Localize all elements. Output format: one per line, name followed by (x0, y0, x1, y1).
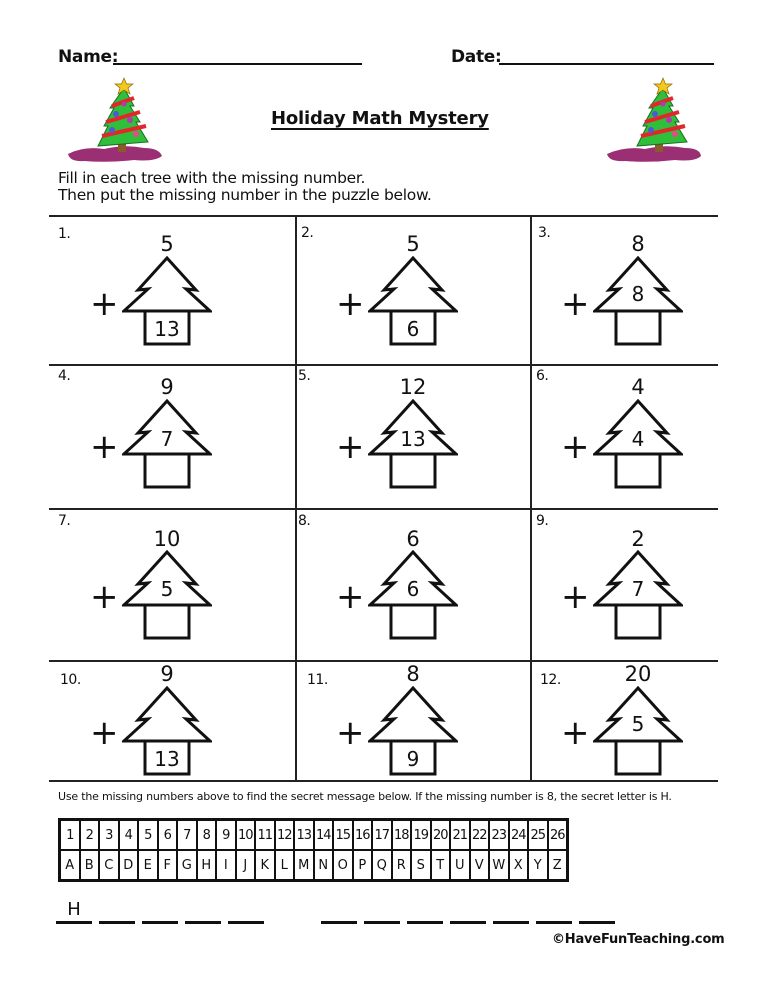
trunk-value[interactable]: 13 (154, 317, 180, 341)
cipher-number: 5 (138, 820, 158, 850)
grid-line (49, 364, 718, 366)
answer-blank[interactable] (579, 921, 615, 924)
trunk-value[interactable]: 6 (406, 317, 420, 341)
top-number: 10 (153, 527, 181, 551)
tree-value[interactable]: 7 (631, 577, 645, 601)
problem-number: 12. (540, 672, 561, 688)
grid-line (49, 660, 718, 662)
top-number: 12 (399, 375, 427, 399)
name-label: Name: (58, 47, 119, 67)
christmas-tree-clipart-right (605, 76, 705, 166)
plus-sign: + (561, 427, 590, 467)
problem-number: 5. (298, 368, 311, 384)
cipher-number: 26 (548, 820, 568, 850)
cipher-letter: I (216, 850, 236, 880)
page-title: Holiday Math Mystery (271, 108, 489, 129)
answer-blank[interactable] (536, 921, 572, 924)
cipher-letter: X (509, 850, 529, 880)
cipher-letter: P (353, 850, 373, 880)
cipher-number: 2 (80, 820, 100, 850)
problem-number: 8. (298, 513, 311, 529)
top-number: 9 (160, 662, 174, 686)
top-number: 8 (631, 232, 645, 256)
answer-blank[interactable] (493, 921, 529, 924)
cipher-letter: J (236, 850, 256, 880)
answer-blank[interactable] (364, 921, 400, 924)
answer-blank[interactable] (407, 921, 443, 924)
cipher-letter: Y (528, 850, 548, 880)
date-label: Date: (451, 47, 502, 67)
name-field[interactable] (113, 63, 362, 65)
problem-number: 1. (58, 226, 71, 242)
tree-value[interactable]: 5 (631, 712, 645, 736)
cipher-number: 13 (294, 820, 314, 850)
tree-value[interactable]: 4 (631, 427, 645, 451)
plus-sign: + (90, 284, 119, 324)
problem-number: 10. (60, 672, 81, 688)
cipher-number: 7 (177, 820, 197, 850)
cipher-number: 19 (411, 820, 431, 850)
answer-blank[interactable] (142, 921, 178, 924)
tree-value[interactable]: 5 (160, 577, 174, 601)
top-number: 2 (631, 527, 645, 551)
plus-sign: + (561, 577, 590, 617)
cipher-letter: C (99, 850, 119, 880)
christmas-tree-clipart-left (64, 76, 164, 166)
grid-line (49, 780, 718, 782)
problem-number: 3. (538, 225, 551, 241)
cipher-letter: V (470, 850, 490, 880)
cipher-number: 8 (197, 820, 217, 850)
cipher-letter: F (158, 850, 178, 880)
puzzle-instructions: Use the missing numbers above to find the secret message below. If the missing number is 8, the secret letter is H. (58, 790, 672, 803)
cipher-letter: U (450, 850, 470, 880)
plus-sign: + (336, 577, 365, 617)
cipher-number: 24 (509, 820, 529, 850)
trunk-value[interactable]: 9 (406, 747, 420, 771)
cipher-letter: R (392, 850, 412, 880)
cipher-letter: M (294, 850, 314, 880)
cipher-letter: L (275, 850, 295, 880)
plus-sign: + (336, 427, 365, 467)
cipher-letter: E (138, 850, 158, 880)
problem-number: 2. (301, 225, 314, 241)
grid-line (295, 215, 297, 781)
top-number: 4 (631, 375, 645, 399)
problem-number: 4. (58, 368, 71, 384)
tree-value[interactable]: 13 (400, 427, 426, 451)
secret-letter: H (67, 899, 81, 920)
plus-sign: + (561, 713, 590, 753)
top-number: 6 (406, 527, 420, 551)
cipher-number: 3 (99, 820, 119, 850)
top-number: 8 (406, 662, 420, 686)
answer-blank[interactable] (56, 921, 92, 924)
cipher-number: 4 (119, 820, 139, 850)
cipher-number: 14 (314, 820, 334, 850)
answer-blank[interactable] (321, 921, 357, 924)
problem-number: 9. (536, 513, 549, 529)
plus-sign: + (90, 713, 119, 753)
cipher-number: 1 (60, 820, 80, 850)
cipher-letter: W (489, 850, 509, 880)
cipher-number: 22 (470, 820, 490, 850)
cipher-number: 21 (450, 820, 470, 850)
answer-blank[interactable] (185, 921, 221, 924)
cipher-letter: O (333, 850, 353, 880)
cipher-letter: Z (548, 850, 568, 880)
instructions (58, 170, 432, 204)
top-number: 20 (624, 662, 652, 686)
copyright-text: ©HaveFunTeaching.com (552, 932, 725, 947)
instruction-line-1: Fill in each tree with the missing number. (58, 169, 366, 187)
cipher-number: 6 (158, 820, 178, 850)
cipher-letter: K (255, 850, 275, 880)
cipher-letter: H (197, 850, 217, 880)
cipher-number: 20 (431, 820, 451, 850)
cipher-table (58, 818, 569, 882)
cipher-number: 16 (353, 820, 373, 850)
problem-number: 6. (536, 368, 549, 384)
cipher-number: 11 (255, 820, 275, 850)
cipher-letter: D (119, 850, 139, 880)
cipher-number: 17 (372, 820, 392, 850)
cipher-letter: N (314, 850, 334, 880)
answer-blank[interactable] (99, 921, 135, 924)
cipher-number: 25 (528, 820, 548, 850)
top-number: 5 (406, 232, 420, 256)
plus-sign: + (90, 427, 119, 467)
cipher-number: 23 (489, 820, 509, 850)
answer-blank[interactable] (450, 921, 486, 924)
tree-value[interactable]: 7 (160, 427, 174, 451)
cipher-number: 12 (275, 820, 295, 850)
cipher-number: 9 (216, 820, 236, 850)
cipher-number: 18 (392, 820, 412, 850)
trunk-value[interactable]: 13 (154, 747, 180, 771)
grid-line (49, 215, 718, 217)
answer-blank[interactable] (228, 921, 264, 924)
grid-line (530, 215, 532, 781)
instruction-line-2: Then put the missing number in the puzzle below. (58, 186, 432, 204)
top-number: 9 (160, 375, 174, 399)
cipher-number: 15 (333, 820, 353, 850)
problem-number: 11. (307, 672, 328, 688)
tree-value[interactable]: 6 (406, 577, 420, 601)
cipher-numbers-row (60, 820, 567, 850)
plus-sign: + (561, 284, 590, 324)
tree-value[interactable]: 8 (631, 282, 645, 306)
problem-number: 7. (58, 513, 71, 529)
cipher-number: 10 (236, 820, 256, 850)
grid-line (49, 508, 718, 510)
cipher-letters-row (60, 850, 567, 880)
cipher-letter: S (411, 850, 431, 880)
plus-sign: + (90, 577, 119, 617)
cipher-letter: T (431, 850, 451, 880)
date-field[interactable] (499, 63, 714, 65)
plus-sign: + (336, 713, 365, 753)
top-number: 5 (160, 232, 174, 256)
cipher-letter: B (80, 850, 100, 880)
cipher-letter: A (60, 850, 80, 880)
cipher-letter: Q (372, 850, 392, 880)
plus-sign: + (336, 284, 365, 324)
cipher-letter: G (177, 850, 197, 880)
